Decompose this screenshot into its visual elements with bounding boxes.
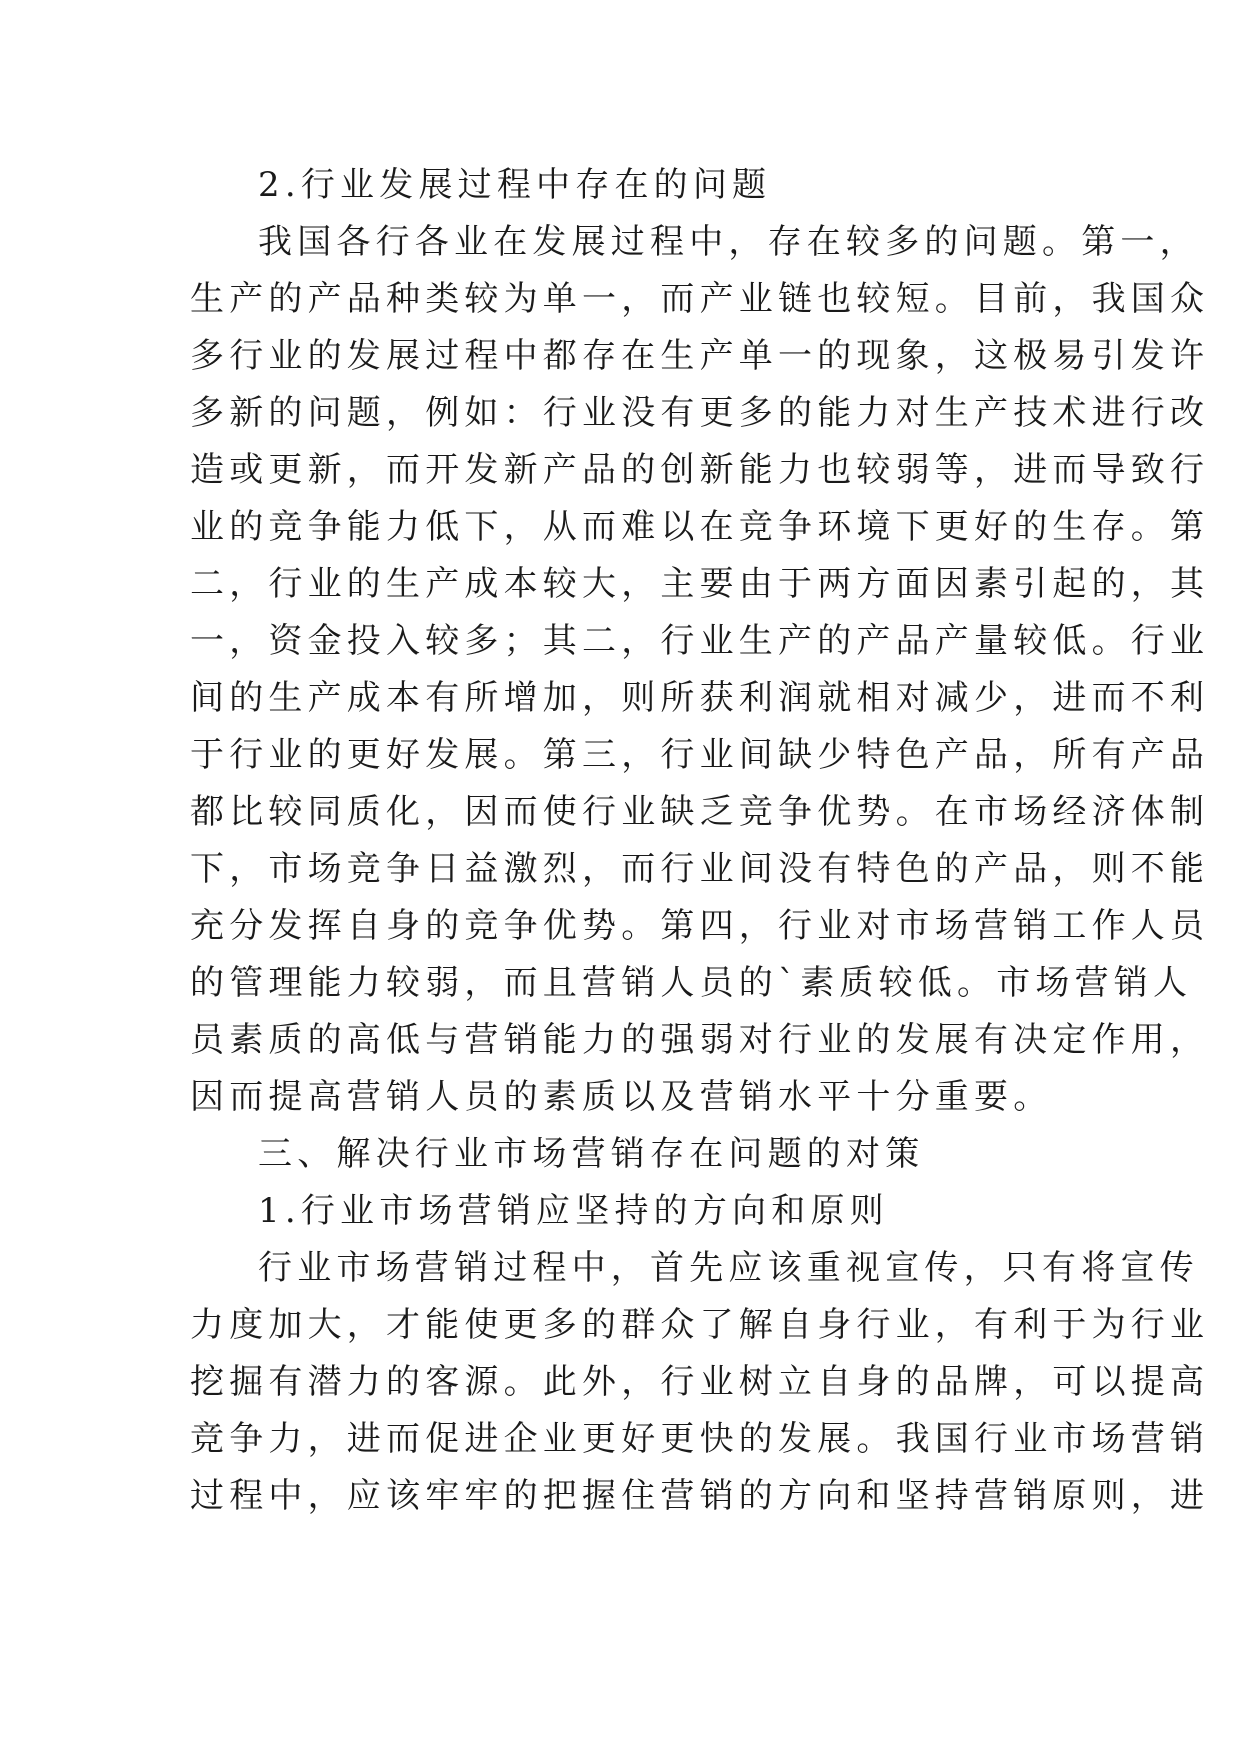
paragraph-line: 都比较同质化，因而使行业缺乏竞争优势。在市场经济体制 xyxy=(190,792,1210,832)
paragraph-line: 挖掘有潜力的客源。此外，行业树立自身的品牌，可以提高 xyxy=(190,1362,1210,1402)
paragraph-line: 一，资金投入较多；其二，行业生产的产品产量较低。行业 xyxy=(190,621,1210,661)
paragraph-line: 业的竞争能力低下，从而难以在竞争环境下更好的生存。第 xyxy=(190,507,1210,547)
paragraph-line: 竞争力，进而促进企业更好更快的发展。我国行业市场营销 xyxy=(190,1419,1210,1459)
paragraph-line: 我国各行各业在发展过程中，存在较多的问题。第一， xyxy=(258,222,1199,262)
paragraph-line: 于行业的更好发展。第三，行业间缺少特色产品，所有产品 xyxy=(190,735,1210,775)
section-heading: 2.行业发展过程中存在的问题 xyxy=(258,165,772,205)
paragraph-line: 多行业的发展过程中都存在生产单一的现象，这极易引发许 xyxy=(190,336,1210,376)
paragraph-line: 间的生产成本有所增加，则所获利润就相对减少，进而不利 xyxy=(190,678,1210,718)
paragraph-line: 充分发挥自身的竞争优势。第四，行业对市场营销工作人员 xyxy=(190,906,1210,946)
paragraph-line: 造或更新，而开发新产品的创新能力也较弱等，进而导致行 xyxy=(190,450,1210,490)
paragraph-line: 生产的产品种类较为单一，而产业链也较短。目前，我国众 xyxy=(190,279,1210,319)
paragraph-line: 多新的问题，例如：行业没有更多的能力对生产技术进行改 xyxy=(190,393,1210,433)
paragraph-line: 下，市场竞争日益激烈，而行业间没有特色的产品，则不能 xyxy=(190,849,1210,889)
paragraph-line: 二，行业的生产成本较大，主要由于两方面因素引起的，其 xyxy=(190,564,1210,604)
section-heading: 三、解决行业市场营销存在问题的对策 xyxy=(258,1134,925,1174)
paragraph-line: 的管理能力较弱，而且营销人员的`素质较低。市场营销人 xyxy=(190,963,1193,1003)
paragraph-line: 行业市场营销过程中，首先应该重视宣传，只有将宣传 xyxy=(258,1248,1199,1288)
paragraph-line: 力度加大，才能使更多的群众了解自身行业，有利于为行业 xyxy=(190,1305,1210,1345)
subsection-heading: 1.行业市场营销应坚持的方向和原则 xyxy=(258,1191,889,1231)
paragraph-line: 员素质的高低与营销能力的强弱对行业的发展有决定作用， xyxy=(190,1020,1210,1060)
paragraph-line: 过程中，应该牢牢的把握住营销的方向和坚持营销原则，进 xyxy=(190,1476,1210,1516)
paragraph-line: 因而提高营销人员的素质以及营销水平十分重要。 xyxy=(190,1077,1053,1117)
